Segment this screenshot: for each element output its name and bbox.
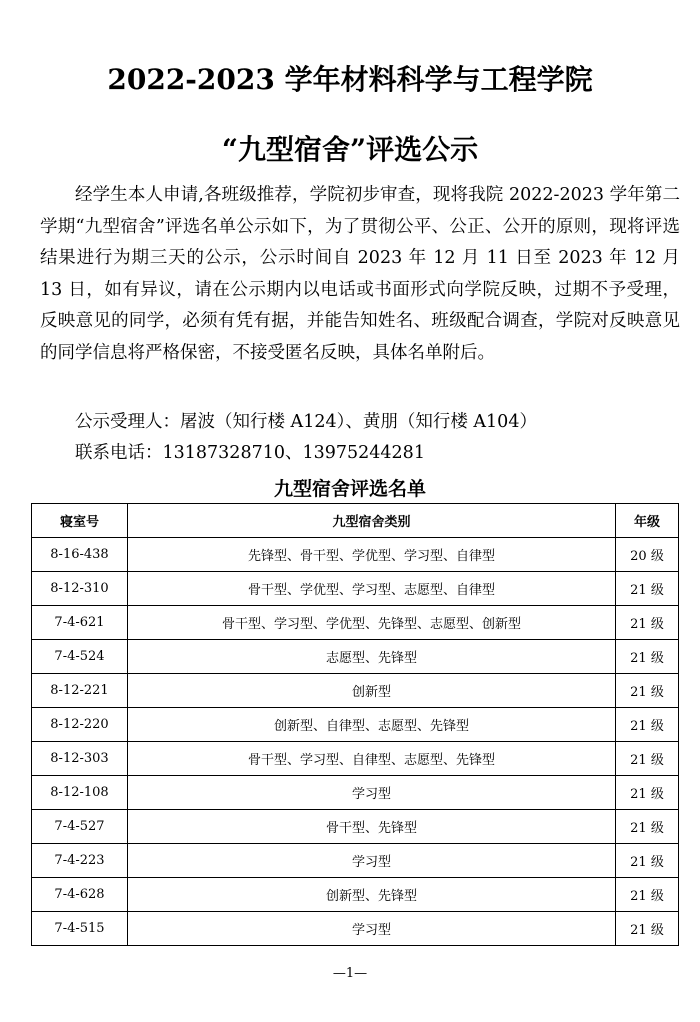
cell-room-number: 8-12-303 bbox=[32, 742, 128, 776]
cell-grade: 21 级 bbox=[616, 708, 679, 742]
cell-room-number: 8-16-438 bbox=[32, 538, 128, 572]
column-header-category: 九型宿舍类别 bbox=[128, 504, 616, 538]
cell-category: 学习型 bbox=[128, 844, 616, 878]
cell-room-number: 8-12-220 bbox=[32, 708, 128, 742]
cell-category: 学习型 bbox=[128, 912, 616, 946]
cell-grade: 21 级 bbox=[616, 742, 679, 776]
cell-grade: 21 级 bbox=[616, 776, 679, 810]
table-row bbox=[32, 878, 679, 912]
cell-room-number: 7-4-621 bbox=[32, 606, 128, 640]
cell-room-number: 7-4-628 bbox=[32, 878, 128, 912]
cell-category: 骨干型、先锋型 bbox=[128, 810, 616, 844]
cell-grade: 21 级 bbox=[616, 640, 679, 674]
cell-room-number: 7-4-527 bbox=[32, 810, 128, 844]
document-subtitle: “九型宿舍”评选公示 bbox=[221, 133, 479, 166]
cell-room-number: 8-12-310 bbox=[32, 572, 128, 606]
cell-grade: 21 级 bbox=[616, 674, 679, 708]
cell-room-number: 7-4-515 bbox=[32, 912, 128, 946]
column-header-room: 寝室号 bbox=[32, 504, 128, 538]
table-row bbox=[32, 572, 679, 606]
table-row bbox=[32, 912, 679, 946]
cell-category: 骨干型、学习型、自律型、志愿型、先锋型 bbox=[128, 742, 616, 776]
contact-phone: 联系电话：13187328710、13975244281 bbox=[75, 443, 425, 463]
cell-room-number: 7-4-524 bbox=[32, 640, 128, 674]
column-header-grade: 年级 bbox=[616, 504, 679, 538]
table-row bbox=[32, 640, 679, 674]
cell-category: 先锋型、骨干型、学优型、学习型、自律型 bbox=[128, 538, 616, 572]
cell-category: 骨干型、学优型、学习型、志愿型、自律型 bbox=[128, 572, 616, 606]
table-row bbox=[32, 708, 679, 742]
table-row bbox=[32, 810, 679, 844]
table-row bbox=[32, 606, 679, 640]
cell-room-number: 7-4-223 bbox=[32, 844, 128, 878]
table-row bbox=[32, 776, 679, 810]
dormitory-list-table bbox=[31, 503, 679, 946]
document-title: 2022-2023 学年材料科学与工程学院 bbox=[107, 63, 593, 96]
cell-grade: 21 级 bbox=[616, 844, 679, 878]
contact-people: 公示受理人：屠波（知行楼 A124）、黄朋（知行楼 A104） bbox=[75, 412, 537, 432]
announcement-paragraph: 经学生本人申请,各班级推荐，学院初步审查，现将我院 2022-2023 学年第二学期“九型宿舍”评选名单公示如下，为了贯彻公平、公正、公开的原则，现将评选结果进行为期三天的公示，公示时间自 2023 年 12 月 11 日至 2023 年 12 月 13 日，如有异议，请在公示期内以电话或书面形式向学院反映，过期不予受理，反映意见的同学，必须有凭有据，并能告知姓名、班级配合调查，学院对反映意见的同学信息将严格保密，不接受匿名反映，具体名单附后。 bbox=[40, 185, 680, 363]
cell-category: 创新型 bbox=[128, 674, 616, 708]
cell-category: 学习型 bbox=[128, 776, 616, 810]
cell-grade: 21 级 bbox=[616, 810, 679, 844]
cell-grade: 20 级 bbox=[616, 538, 679, 572]
cell-category: 创新型、自律型、志愿型、先锋型 bbox=[128, 708, 616, 742]
cell-room-number: 8-12-108 bbox=[32, 776, 128, 810]
cell-grade: 21 级 bbox=[616, 606, 679, 640]
cell-room-number: 8-12-221 bbox=[32, 674, 128, 708]
table-header-row bbox=[32, 504, 679, 538]
table-row bbox=[32, 742, 679, 776]
cell-category: 志愿型、先锋型 bbox=[128, 640, 616, 674]
cell-grade: 21 级 bbox=[616, 572, 679, 606]
page-number: —1— bbox=[332, 966, 368, 981]
cell-category: 创新型、先锋型 bbox=[128, 878, 616, 912]
table-row bbox=[32, 844, 679, 878]
cell-category: 骨干型、学习型、学优型、先锋型、志愿型、创新型 bbox=[128, 606, 616, 640]
table-row bbox=[32, 674, 679, 708]
cell-grade: 21 级 bbox=[616, 912, 679, 946]
cell-grade: 21 级 bbox=[616, 878, 679, 912]
table-row bbox=[32, 538, 679, 572]
table-title: 九型宿舍评选名单 bbox=[273, 478, 426, 500]
